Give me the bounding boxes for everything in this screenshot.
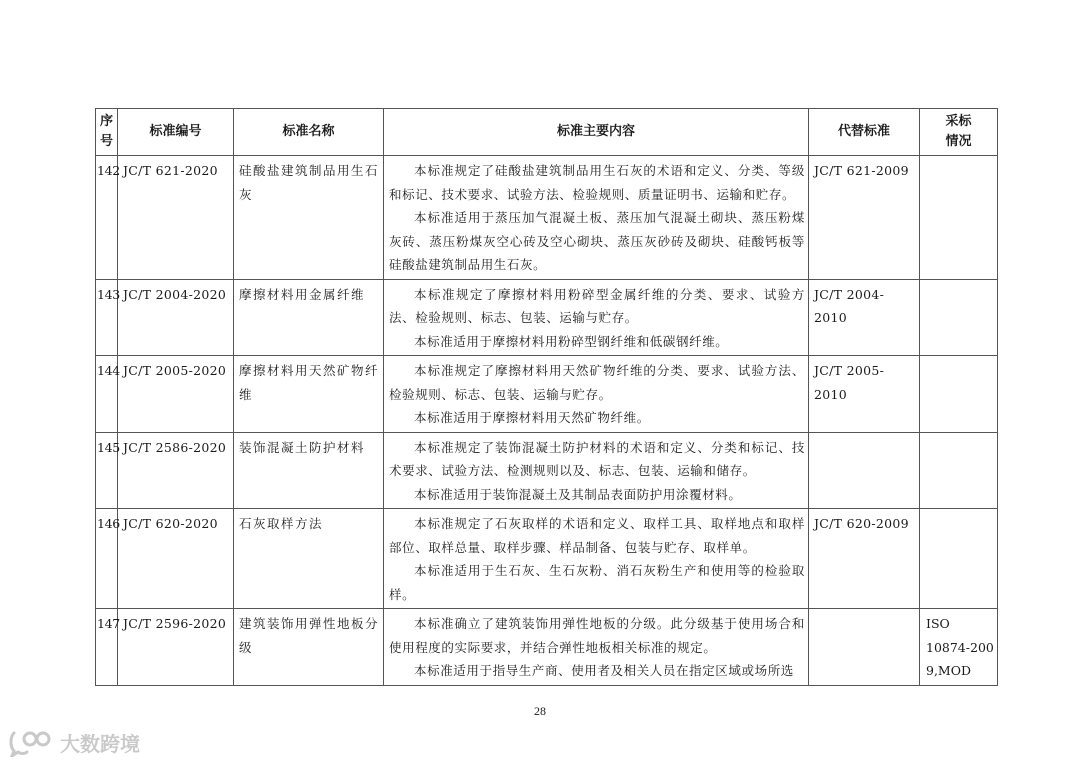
content-paragraph: 本标准适用于生石灰、生石灰粉、消石灰粉生产和使用等的检验取样。 <box>389 563 805 602</box>
chat-bubble-logo-icon <box>8 729 54 757</box>
table-row <box>96 156 998 280</box>
row-replaced: JC/T 621-2009 <box>809 156 920 280</box>
row-content <box>384 432 809 509</box>
page-number: 28 <box>534 704 546 718</box>
content-paragraph: 本标准规定了硅酸盐建筑制品用生石灰的术语和定义、分类、等级和标记、技术要求、试验方法、检验规则、质量证明书、运输和贮存。 <box>389 163 805 202</box>
content-paragraph: 本标准规定了石灰取样的术语和定义、取样工具、取样地点和取样部位、取样总量、取样步骤、样品制备、包装与贮存、取样单。 <box>389 516 805 555</box>
table-row <box>96 432 998 509</box>
row-content <box>384 356 809 433</box>
content-paragraph: 本标准适用于蒸压加气混凝土板、蒸压加气混凝土砌块、蒸压粉煤灰砖、蒸压粉煤灰空心砖及空心砌块、蒸压灰砂砖及砌块、硅酸钙板等硅酸盐建筑制品用生石灰。 <box>389 210 805 272</box>
row-code: JC/T 2596-2020 <box>118 609 234 686</box>
row-code: JC/T 2005-2020 <box>118 356 234 433</box>
row-code: JC/T 2004-2020 <box>118 279 234 356</box>
row-code: JC/T 620-2020 <box>118 509 234 609</box>
row-content <box>384 156 809 280</box>
table-row <box>96 509 998 609</box>
content-paragraph: 本标准规定了摩擦材料用粉碎型金属纤维的分类、要求、试验方法、检验规则、标志、包装、运输与贮存。 <box>389 286 805 325</box>
header-code: 标准编号 <box>118 109 234 156</box>
row-seq: 143 <box>96 279 118 356</box>
content-paragraph: 本标准适用于摩擦材料用粉碎型钢纤维和低碳钢纤维。 <box>414 333 729 349</box>
row-adoption <box>920 356 998 433</box>
table-row <box>96 356 998 433</box>
row-replaced <box>809 609 920 686</box>
row-replaced: JC/T 2005-2010 <box>809 356 920 433</box>
row-name: 硅酸盐建筑制品用生石灰 <box>234 156 384 280</box>
row-replaced <box>809 432 920 509</box>
row-seq: 144 <box>96 356 118 433</box>
header-replaced: 代替标准 <box>809 109 920 156</box>
row-name: 装饰混凝土防护材料 <box>234 432 384 509</box>
row-seq: 147 <box>96 609 118 686</box>
table-row <box>96 279 998 356</box>
table-row <box>96 609 998 686</box>
row-name: 摩擦材料用金属纤维 <box>234 279 384 356</box>
header-seq: 序 号 <box>96 109 118 156</box>
adoption-line: ISO <box>926 616 950 631</box>
row-content <box>384 609 809 686</box>
watermark <box>8 728 140 757</box>
row-adoption <box>920 609 998 686</box>
row-content <box>384 509 809 609</box>
standards-table <box>95 108 998 686</box>
row-replaced: JC/T 2004-2010 <box>809 279 920 356</box>
row-replaced: JC/T 620-2009 <box>809 509 920 609</box>
content-paragraph: 本标准确立了建筑装饰用弹性地板的分级。此分级基于使用场合和使用程度的实际要求，并结合弹性地板相关标准的规定。 <box>389 616 805 655</box>
row-content <box>384 279 809 356</box>
row-adoption <box>920 156 998 280</box>
row-adoption <box>920 509 998 609</box>
adoption-line: 9,MOD <box>926 663 971 678</box>
content-paragraph: 本标准规定了摩擦材料用天然矿物纤维的分类、要求、试验方法、检验规则、标志、包装、运输与贮存。 <box>389 363 805 402</box>
content-paragraph: 本标准适用于摩擦材料用天然矿物纤维。 <box>414 410 650 425</box>
row-code: JC/T 621-2020 <box>118 156 234 280</box>
header-name: 标准名称 <box>234 109 384 156</box>
watermark-text: 大数跨境 <box>60 732 140 756</box>
content-paragraph: 本标准适用于装饰混凝土及其制品表面防护用涂覆材料。 <box>414 486 742 502</box>
row-name: 摩擦材料用天然矿物纤维 <box>234 356 384 433</box>
row-name: 石灰取样方法 <box>234 509 384 609</box>
row-seq: 146 <box>96 509 118 609</box>
content-paragraph: 本标准适用于指导生产商、使用者及相关人员在指定区域或场所选 <box>414 663 794 678</box>
row-adoption <box>920 432 998 509</box>
row-code: JC/T 2586-2020 <box>118 432 234 509</box>
header-content: 标准主要内容 <box>384 109 809 156</box>
row-seq: 145 <box>96 432 118 509</box>
adoption-line: 10874-200 <box>926 639 994 655</box>
row-adoption <box>920 279 998 356</box>
header-adoption: 采标 情况 <box>920 109 998 156</box>
content-paragraph: 本标准规定了装饰混凝土防护材料的术语和定义、分类和标记、技术要求、试验方法、检测规则以及、标志、包装、运输和储存。 <box>389 439 805 478</box>
row-seq: 142 <box>96 156 118 280</box>
table-header-row <box>96 109 998 156</box>
row-name: 建筑装饰用弹性地板分级 <box>234 609 384 686</box>
